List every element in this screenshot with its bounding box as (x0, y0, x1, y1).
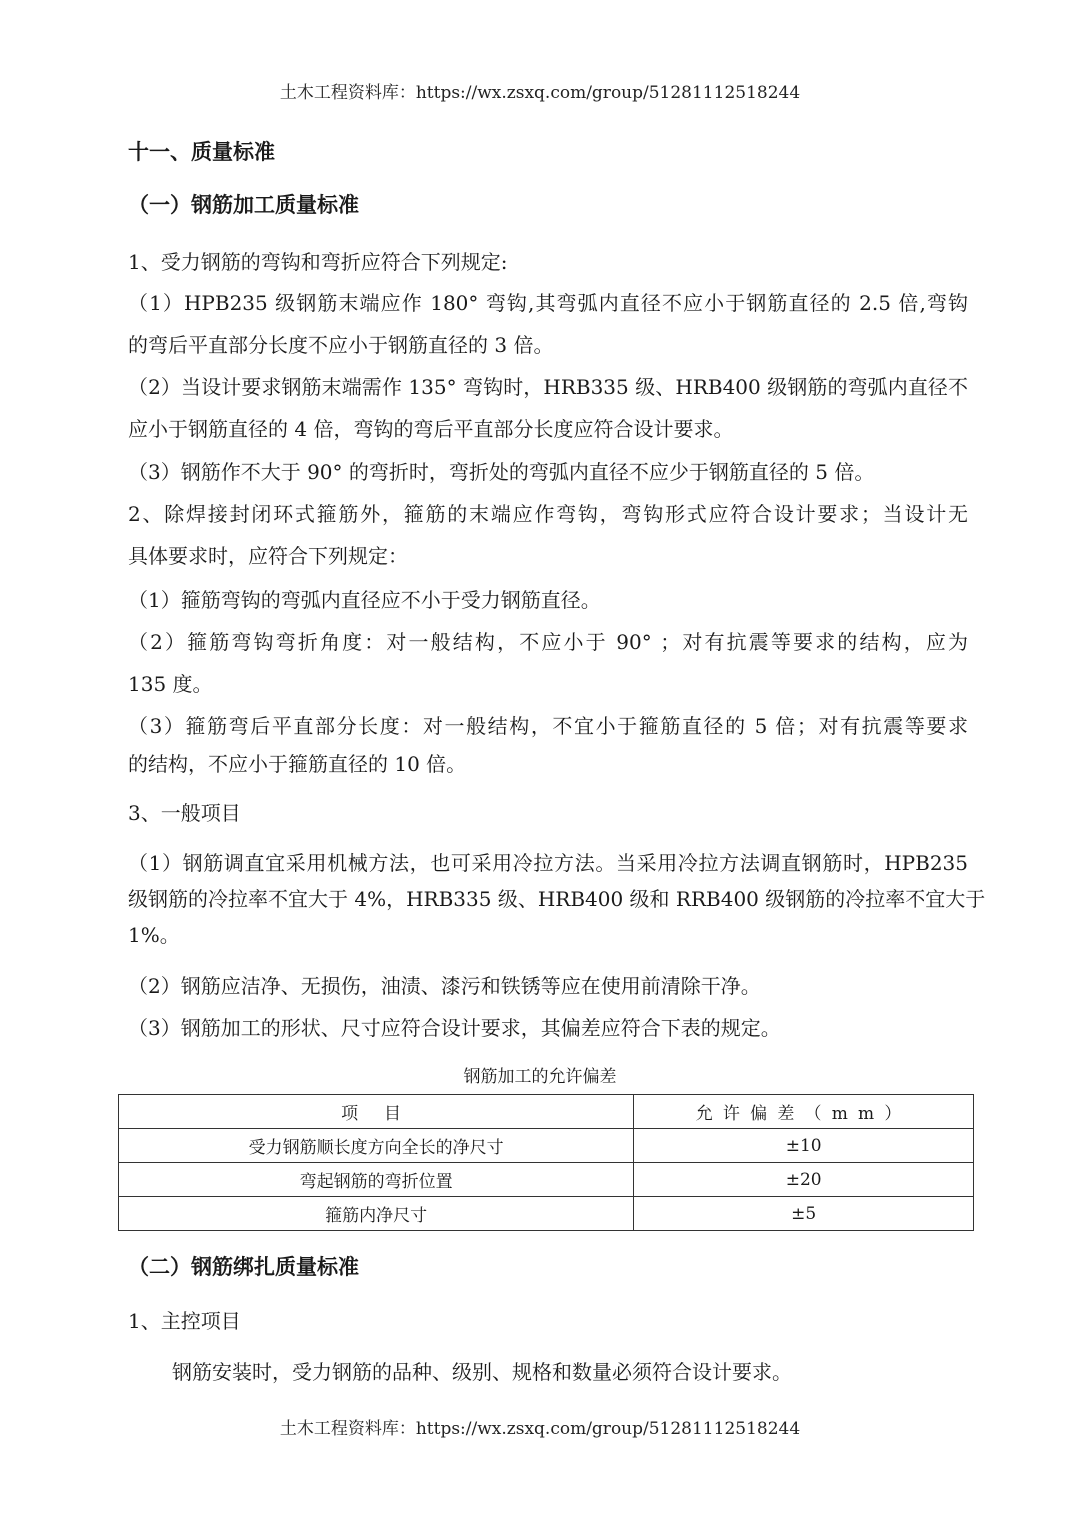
clause-2-line1: 2、除焊接封闭环式箍筋外，箍筋的末端应作弯钩，弯钩形式应符合设计要求；当设计无 (128, 502, 968, 526)
subsection-title-binding: （二）钢筋绑扎质量标准 (128, 1254, 359, 1279)
clause-1: 1、受力钢筋的弯钩和弯折应符合下列规定: (128, 250, 508, 274)
tolerance-table (118, 1094, 974, 1231)
table-row (119, 1197, 974, 1231)
table-row (119, 1129, 974, 1163)
clause-3-1-line1: （1）钢筋调直宜采用机械方法，也可采用冷拉方法。当采用冷拉方法调直钢筋时，HPB235 (128, 851, 968, 875)
binding-clause-1-text: 钢筋安装时，受力钢筋的品种、级别、规格和数量必须符合设计要求。 (172, 1360, 792, 1384)
table-cell-item: 受力钢筋顺长度方向全长的净尺寸 (119, 1129, 634, 1163)
table-header-item: 项 目 (119, 1095, 634, 1129)
clause-1-2-line2: 应小于钢筋直径的 4 倍，弯钩的弯后平直部分长度应符合设计要求。 (128, 417, 734, 441)
table-cell-tolerance: ±10 (634, 1129, 974, 1163)
clause-2-3-line2: 的结构，不应小于箍筋直径的 10 倍。 (128, 752, 467, 776)
clause-1-3: （3）钢筋作不大于 90° 的弯折时，弯折处的弯弧内直径不应少于钢筋直径的 5 倍。 (128, 460, 875, 484)
clause-3: 3、一般项目 (128, 801, 241, 825)
clause-1-2-line1: （2）当设计要求钢筋末端需作 135° 弯钩时，HRB335 级、HRB400 级钢筋的弯弧内直径不 (128, 375, 968, 399)
clause-1-1-line1: （1）HPB235 级钢筋末端应作 180° 弯钩,其弯弧内直径不应小于钢筋直径的 2.5 倍,弯钩 (128, 291, 968, 315)
clause-2-2-line1: （2）箍筋弯钩弯折角度：对一般结构，不应小于 90° ；对有抗震等要求的结构，应为 (128, 630, 968, 654)
clause-3-1-line3: 1%。 (128, 923, 180, 947)
table-caption: 钢筋加工的允许偏差 (463, 1067, 617, 1087)
section-title: 十一、质量标准 (128, 139, 275, 164)
table-cell-tolerance: ±5 (634, 1197, 974, 1231)
clause-2-1: （1）箍筋弯钩的弯弧内直径应不小于受力钢筋直径。 (128, 588, 601, 612)
table-header-row (119, 1095, 974, 1129)
table-cell-item: 弯起钢筋的弯折位置 (119, 1163, 634, 1197)
clause-2-3-line1: （3）箍筋弯后平直部分长度：对一般结构，不宜小于箍筋直径的 5 倍；对有抗震等要求 (128, 714, 968, 738)
table-cell-tolerance: ±20 (634, 1163, 974, 1197)
subsection-title-processing: （一）钢筋加工质量标准 (128, 192, 359, 217)
clause-3-3: （3）钢筋加工的形状、尺寸应符合设计要求，其偏差应符合下表的规定。 (128, 1016, 781, 1040)
clause-3-2: （2）钢筋应洁净、无损伤，油渍、漆污和铁锈等应在使用前清除干净。 (128, 974, 761, 998)
page-header: 土木工程资料库：https://wx.zsxq.com/group/51281112518244 (279, 83, 801, 103)
table-cell-item: 箍筋内净尺寸 (119, 1197, 634, 1231)
clause-3-1-line2: 级钢筋的冷拉率不宜大于 4%，HRB335 级、HRB400 级和 RRB400 级钢筋的冷拉率不宜大于 (128, 887, 986, 911)
binding-clause-1: 1、主控项目 (128, 1309, 241, 1333)
page-footer: 土木工程资料库：https://wx.zsxq.com/group/51281112518244 (279, 1419, 801, 1439)
clause-2-line2: 具体要求时，应符合下列规定： (128, 544, 408, 568)
table-row (119, 1163, 974, 1197)
clause-1-1-line2: 的弯后平直部分长度不应小于钢筋直径的 3 倍。 (128, 333, 554, 357)
table-header-tolerance: 允许偏差（mm） (634, 1095, 974, 1129)
clause-2-2-line2: 135 度。 (128, 672, 213, 696)
